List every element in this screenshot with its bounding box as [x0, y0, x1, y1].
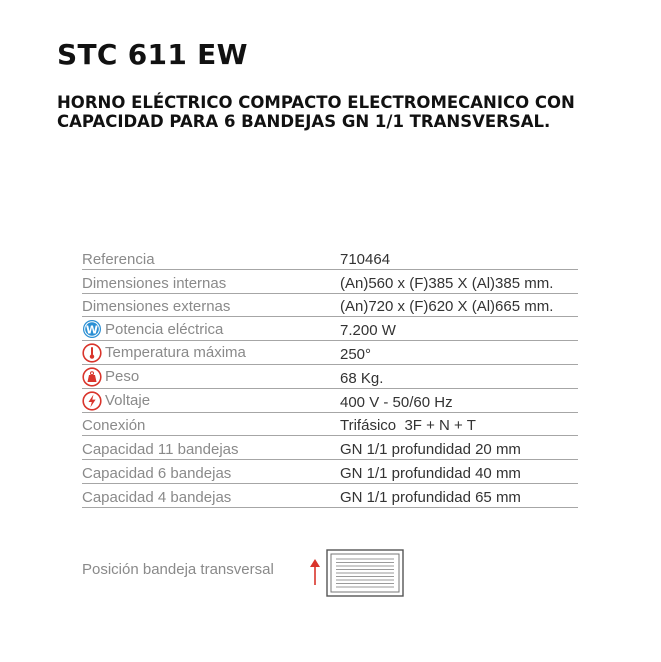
spec-value: GN 1/1 profundidad 20 mm [340, 441, 521, 459]
spec-value: 68 Kg. [340, 369, 384, 387]
spec-label: Peso [105, 368, 140, 386]
spec-value: 710464 [340, 250, 391, 268]
spec-row-dimensiones-externas [82, 294, 578, 318]
lightning-icon [82, 391, 102, 411]
spec-value: Trifásico 3F + N + T [340, 417, 476, 435]
spec-row-capacidad-11 [82, 436, 578, 460]
spec-label: Conexión [82, 417, 146, 435]
spec-label: Referencia [82, 250, 155, 268]
spec-row-capacidad-4 [82, 484, 578, 508]
spec-label: Temperatura máxima [105, 344, 246, 362]
spec-value: 250° [340, 345, 372, 363]
spec-row-potencia [82, 317, 578, 341]
spec-row-conexion [82, 413, 578, 437]
thermometer-icon [82, 343, 102, 363]
spec-label: Capacidad 4 bandejas [82, 488, 232, 506]
spec-label: Dimensiones internas [82, 274, 227, 292]
up-arrow-icon [308, 558, 322, 586]
product-description: HORNO ELÉCTRICO COMPACTO ELECTROMECANICO CON CAPACIDAD PARA 6 BANDEJAS GN 1/1 TRANSVERSAL. [57, 93, 575, 131]
spec-label: Dimensiones externas [82, 298, 231, 316]
tray-position-label: Posición bandeja transversal [82, 561, 274, 578]
spec-row-temperatura [82, 341, 578, 365]
spec-row-dimensiones-internas [82, 270, 578, 294]
spec-row-referencia [82, 246, 578, 270]
model-title: STC 611 EW [57, 38, 248, 71]
spec-value: GN 1/1 profundidad 65 mm [340, 488, 521, 506]
spec-value: 400 V - 50/60 Hz [340, 393, 453, 411]
spec-row-voltaje [82, 389, 578, 413]
spec-label: Voltaje [105, 392, 151, 410]
spec-value: (An)720 x (F)620 X (Al)665 mm. [340, 298, 554, 316]
spec-label: Potencia eléctrica [105, 320, 224, 338]
spec-value: GN 1/1 profundidad 40 mm [340, 464, 521, 482]
spec-label: Capacidad 6 bandejas [82, 464, 232, 482]
tray-icon [326, 549, 404, 597]
power-w-icon [82, 319, 102, 339]
tray-position-row [82, 549, 412, 597]
spec-table [82, 246, 578, 508]
spec-label: Capacidad 11 bandejas [82, 441, 239, 459]
spec-value: 7.200 W [340, 322, 396, 340]
spec-row-capacidad-6 [82, 460, 578, 484]
spec-value: (An)560 x (F)385 X (Al)385 mm. [340, 274, 554, 292]
spec-row-peso [82, 365, 578, 389]
svg-text:W: W [85, 323, 99, 337]
weight-kg-icon [82, 367, 102, 387]
